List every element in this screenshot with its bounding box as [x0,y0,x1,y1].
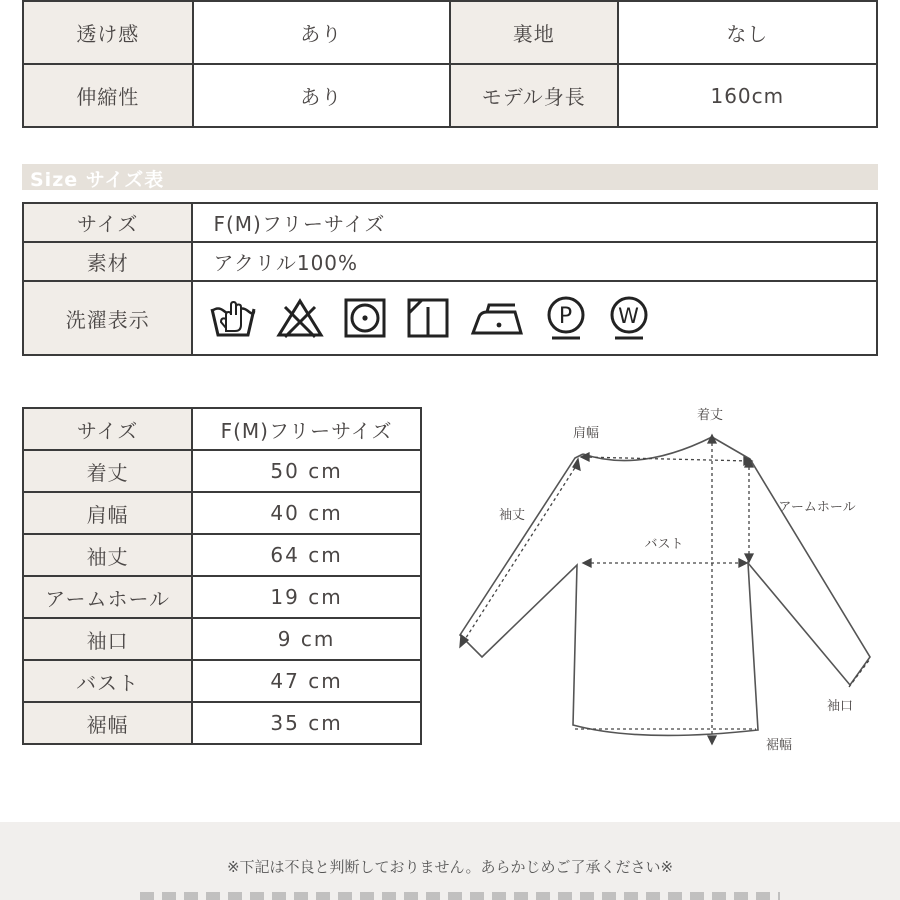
garment-diagram [440,395,895,770]
attr-value-model-height: 160cm [618,64,877,127]
attr-value-transparency: あり [193,1,450,64]
table-row [23,203,877,242]
wet-clean-letter: W [618,304,641,328]
table-row [23,618,421,660]
diagram-label-sleeve: 袖丈 [498,508,526,523]
care-icon-list [193,282,876,354]
iron-low-icon [469,297,525,339]
diagram-label-shoulder: 肩幅 [572,426,600,441]
size-table [22,407,422,745]
dry-clean-p-icon [544,295,588,341]
size-header-value: F(M)フリーサイズ [192,408,421,450]
spec-material-value: アクリル100% [192,242,877,281]
spec-material-label: 素材 [23,242,192,281]
size-value-armhole: 19 cm [192,576,421,618]
attr-label-model-height: モデル身長 [450,64,618,127]
dry-clean-letter: P [559,304,574,329]
table-row [23,64,877,127]
diagram-label-bust: バスト [644,537,684,552]
table-row [23,534,421,576]
diagram-label-hem: 裾幅 [765,738,793,753]
table-row [23,242,877,281]
size-value-hem: 35 cm [192,702,421,744]
size-label-armhole: アームホール [23,576,192,618]
diagram-label-armhole: アームホール [778,500,856,515]
attr-value-stretch: あり [193,64,450,127]
notice-next-line-cropped [140,888,780,900]
size-label-cuff: 袖口 [23,618,192,660]
notice-text: ※下記は不良と判断しておりません。あらかじめご了承ください※ [226,858,674,876]
attr-label-transparency: 透け感 [23,1,193,64]
spec-size-value: F(M)フリーサイズ [192,203,877,242]
size-section-title: Size サイズ表 [30,169,165,191]
size-label-length: 着丈 [23,450,192,492]
size-label-bust: バスト [23,660,192,702]
size-label-hem: 裾幅 [23,702,192,744]
size-value-sleeve: 64 cm [192,534,421,576]
size-value-bust: 47 cm [192,660,421,702]
attr-label-stretch: 伸縮性 [23,64,193,127]
table-row [23,408,421,450]
size-value-cuff: 9 cm [192,618,421,660]
spec-table [22,202,878,356]
size-value-shoulder: 40 cm [192,492,421,534]
care-icons-cell [192,281,877,355]
no-bleach-icon [276,297,324,339]
table-row [23,450,421,492]
size-value-length: 50 cm [192,450,421,492]
attr-value-lining: なし [618,1,877,64]
table-row [23,702,421,744]
notice-section [0,822,900,900]
attribute-table [22,0,878,128]
drip-dry-shade-icon [406,297,450,339]
diagram-label-length: 着丈 [696,408,724,423]
spec-care-label: 洗濯表示 [23,281,192,355]
diagram-label-cuff: 袖口 [826,699,854,714]
attr-label-lining: 裏地 [450,1,618,64]
table-row [23,660,421,702]
tumble-dry-icon [343,297,387,339]
wet-clean-w-icon [607,295,651,341]
table-row [23,281,877,355]
table-row [23,576,421,618]
table-row [23,492,421,534]
size-section-header [22,164,878,190]
size-label-shoulder: 肩幅 [23,492,192,534]
hand-wash-icon [209,297,257,339]
size-header-label: サイズ [23,408,192,450]
table-row [23,1,877,64]
garment-outline [460,437,870,735]
size-label-sleeve: 袖丈 [23,534,192,576]
spec-size-label: サイズ [23,203,192,242]
